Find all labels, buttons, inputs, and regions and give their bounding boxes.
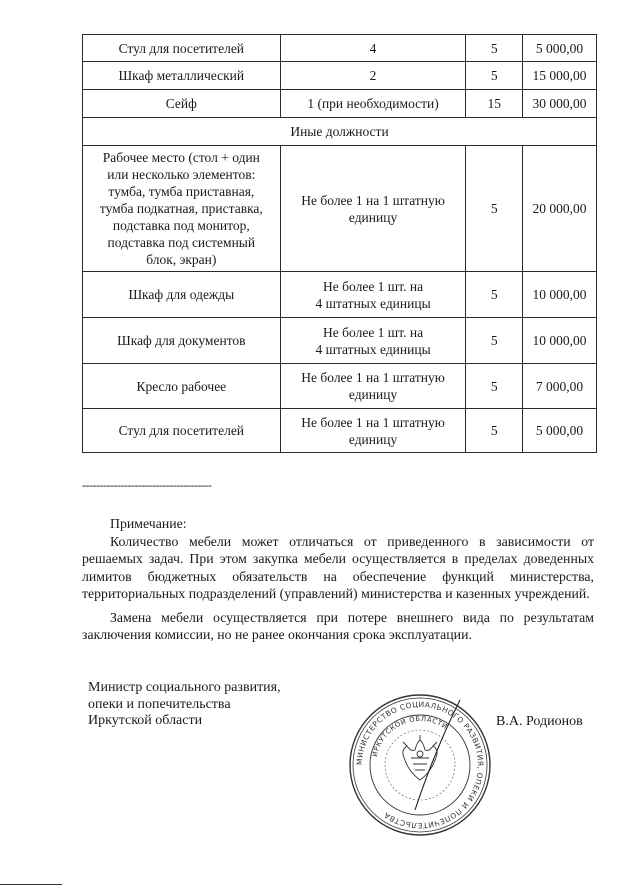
note-block [82,515,594,644]
official-seal [345,690,495,840]
table-row [83,364,597,409]
item-price: 7 000,00 [522,364,596,409]
item-years: 5 [466,364,522,409]
item-years: 5 [466,409,522,453]
item-norm: 2 [280,62,466,90]
table-row [83,272,597,318]
item-price: 30 000,00 [522,90,596,118]
signer-name: В.А. Родионов [496,714,583,729]
item-name: Стул для посетителей [83,409,281,453]
item-price: 10 000,00 [522,318,596,364]
table-row [83,35,597,62]
furniture-norms-table [82,34,597,453]
item-years: 5 [466,62,522,90]
position-line: опеки и попечительства [88,696,231,712]
item-price: 15 000,00 [522,62,596,90]
coat-of-arms-icon [403,735,437,780]
item-norm: Не более 1 шт. на 4 штатных единицы [280,272,466,318]
item-norm: Не более 1 на 1 штатную единицу [280,364,466,409]
signer-position [88,680,281,730]
table-row [83,62,597,90]
note-paragraph: Количество мебели может отличаться от приведенного в зависимости от решаемых задач. При этом закупка мебели осуществляется в пределах доведенных лимитов бюджетных обязательств на обеспечение функций министерства, территориальных подразделений (управлений) министерства и казенных учреждений. [82,533,594,601]
seal-graphic [345,690,495,840]
item-name: Стул для посетителей [83,35,281,62]
section-row [83,118,597,146]
item-name: Шкаф металлический [83,62,281,90]
item-norm: 1 (при необходимости) [280,90,466,118]
item-years: 5 [466,35,522,62]
table-row [83,90,597,118]
item-years: 5 [466,318,522,364]
item-price: 5 000,00 [522,35,596,62]
item-name: Шкаф для документов [83,318,281,364]
item-price: 10 000,00 [522,272,596,318]
item-name: Сейф [83,90,281,118]
table-row [83,146,597,272]
item-price: 5 000,00 [522,409,596,453]
position-line: Иркутской области [88,713,203,728]
seal-inner-text: ИРКУТСКОЙ ОБЛАСТИ [370,714,450,758]
item-norm: Не более 1 на 1 штатную единицу [280,409,466,453]
item-norm: 4 [280,35,466,62]
note-paragraph: Замена мебели осуществляется при потере внешнего вида по результатам заключения комиссии, но не ранее окончания срока эксплуатации. [82,609,594,642]
table-row [83,409,597,453]
item-norm: Не более 1 шт. на 4 штатных единицы [280,318,466,364]
note-heading: Примечание: [110,516,187,531]
seal-outer-text: МИНИСТЕРСТВО СОЦИАЛЬНОГО РАЗВИТИЯ, ОПЕКИ И ПОПЕЧИТЕЛЬСТВА [354,699,486,831]
item-years: 5 [466,146,522,272]
item-name: Шкаф для одежды [83,272,281,318]
item-years: 15 [466,90,522,118]
section-title: Иные должности [83,118,597,146]
item-name: Кресло рабочее [83,364,281,409]
footer-line [0,884,62,885]
item-price: 20 000,00 [522,146,596,272]
item-norm: Не более 1 на 1 штатную единицу [280,146,466,272]
item-years: 5 [466,272,522,318]
separator-line: ------------------------------------- [82,478,212,492]
table-row [83,318,597,364]
item-name: Рабочее место (стол + один или несколько элементов: тумба, тумба приставная, тумба подкатная, приставка, подставка под монитор, подставка под системный блок, экран) [83,146,281,272]
position-line: Министр социального развития, [88,680,281,695]
